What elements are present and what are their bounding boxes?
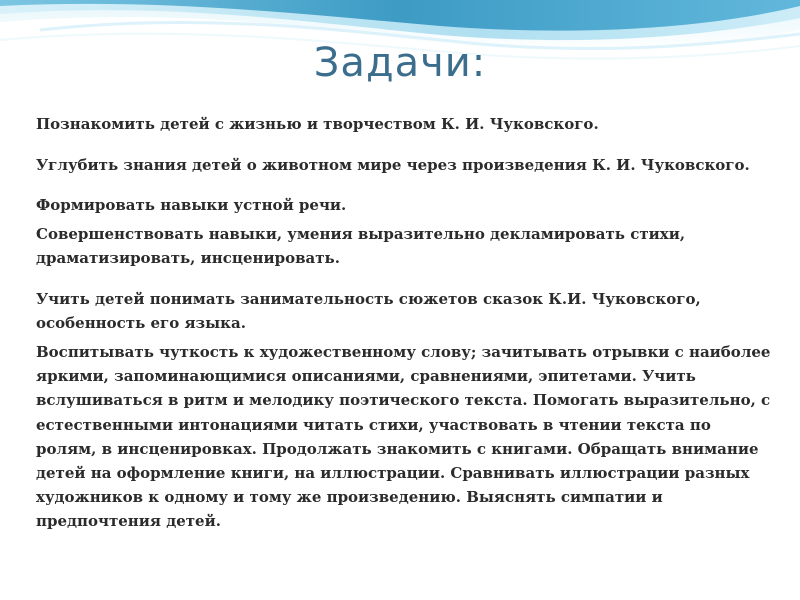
task-paragraph: Совершенствовать навыки, умения выразительно декламировать стихи, драматизировать, инсценировать. — [36, 225, 686, 267]
task-paragraph: Познакомить детей с жизнью и творчеством К. И. Чуковского. — [36, 115, 599, 133]
slide-title: Задачи: — [313, 40, 487, 86]
task-paragraph: Учить детей понимать занимательность сюжетов сказок К.И. Чуковского, особенность его языка. — [36, 290, 701, 332]
task-paragraph: Углубить знания детей о животном мире через произведения К. И. Чуковского. — [36, 156, 750, 174]
task-paragraph: Формировать навыки устной речи. — [36, 196, 347, 214]
tasks-list — [36, 112, 776, 534]
task-paragraph: Воспитывать чуткость к художественному слову; зачитывать отрывки с наиболее яркими, запоминающимися описаниями, сравнениями, эпитетами. Учить вслушиваться в ритм и мелодику поэтического текста. Помогать выразительно, с естественными интонациями читать стихи, участвовать в чтении текста по ролям, в инсценировках. Продолжать знакомить с книгами. Обращать внимание детей на оформление книги, на иллюстрации. Сравнивать иллюстрации разных художников к одному и тому же произведению. Выяснять симпатии и предпочтения детей. — [36, 343, 771, 531]
